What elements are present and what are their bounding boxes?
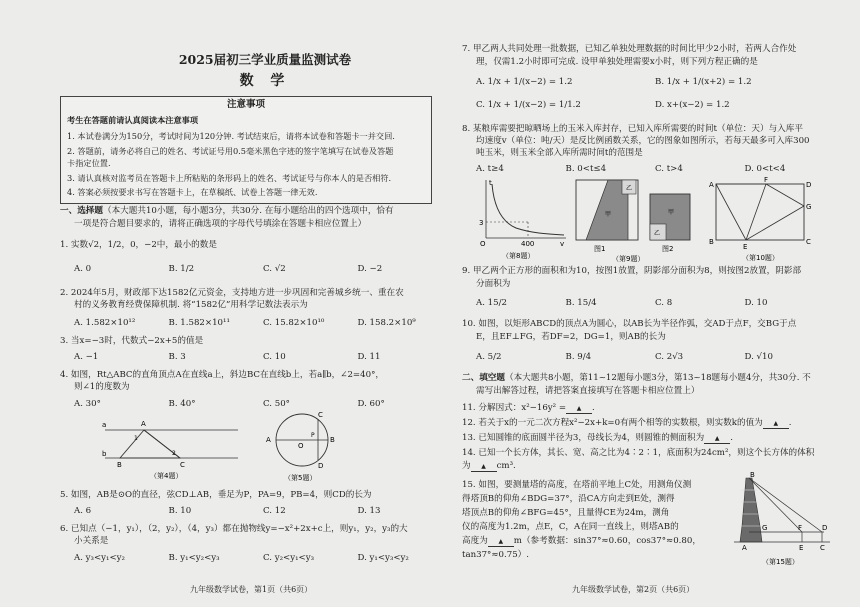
option: A. 6 (74, 506, 92, 516)
section2-line2: 需写出解答过程，请把答案直接填写在答题卡相应位置上） (476, 386, 700, 396)
svg-text:G: G (762, 524, 768, 532)
q13-end: . (730, 433, 733, 443)
question-6-cont: 小关系是 (74, 536, 109, 546)
q11-end: . (592, 403, 595, 413)
question-15-line: 仪的高度为1.2m，点E，C，A在同一直线上，则塔AB的 (462, 522, 679, 532)
option: A. 15/2 (476, 298, 507, 308)
svg-text:3: 3 (479, 219, 484, 227)
question-11 (462, 403, 834, 414)
option: A. 1/x + 1/(x−2) = 1.2 (476, 77, 573, 87)
figure-9b-caption: 图2 (662, 245, 674, 253)
question-15: 15. 如图，要测量塔的高度，在塔前平地上C处，用测角仪测 (462, 480, 692, 490)
option: C. 15.82×10¹⁰ (263, 318, 325, 328)
option: D. 60° (357, 399, 385, 409)
option: D. y₁<y₃<y₂ (357, 553, 409, 563)
figure-9 (572, 176, 700, 264)
question-4-cont: 则∠1的度数为 (74, 382, 130, 392)
option: B. 0<t≤4 (565, 164, 607, 174)
svg-text:A: A (141, 420, 146, 428)
question-15-line: tan37°≈0.75）. (462, 550, 530, 560)
option: C. 12 (263, 506, 286, 516)
option: D. −2 (357, 264, 383, 274)
question-3: 3. 当x=−3时，代数式−2x+5的值是 (60, 336, 204, 346)
svg-text:B: B (750, 471, 755, 479)
svg-text:乙: 乙 (654, 230, 661, 237)
question-9: 9. 甲乙两个正方形的面积和为10，按图1放置，阴影部分面积为8，则按图2放置，阴影部 (462, 266, 802, 276)
svg-text:F: F (764, 176, 769, 184)
option: D. x+(x−2) = 1.2 (655, 100, 730, 110)
notice-intro: 考生在答题前请认真阅读本注意事项 (67, 115, 199, 125)
question-7: 7. 甲乙两人共同处理一批数据，已知乙单独处理数据的时间比甲少2小时，若两人合作处 (462, 44, 797, 54)
figure-15-caption: （第15题） (762, 558, 799, 566)
question-9-cont: 分面积为 (476, 279, 511, 289)
figure-15 (732, 470, 832, 570)
exam-title: 2025届初三学业质量监测试卷 (178, 52, 352, 67)
svg-text:A: A (266, 436, 271, 444)
svg-text:E: E (743, 243, 748, 251)
figure-5 (260, 404, 340, 484)
option: D. √10 (744, 352, 773, 362)
option: B. 9/4 (565, 352, 592, 362)
q10-options (476, 352, 834, 363)
svg-text:甲: 甲 (605, 211, 612, 218)
option: B. 3 (168, 352, 186, 362)
figure-4 (100, 416, 240, 484)
q7-options-row2 (476, 100, 834, 111)
question-8: 8. 某粮库需要把晾晒场上的玉米入库封存，已知入库所需要的时间t（单位：天）与入库平 (462, 124, 803, 134)
option: C. y₂<y₁<y₃ (263, 553, 315, 563)
section1-text: （本大题共10小题，每小题3分，共30分. 在每小题给出的四个选项中，恰有 (102, 206, 394, 216)
question-2-cont: 村的义务教育经费保障机制. 将“1582亿”用科学记数法表示为 (74, 300, 308, 310)
option: C. 1/x + 1/(x−2) = 1/1.2 (476, 100, 581, 110)
question-12 (462, 418, 834, 429)
svg-text:C: C (318, 411, 323, 419)
option: A. 30° (74, 399, 101, 409)
question-4: 4. 如图，Rt△ABC的直角顶点A在直线a上，斜边BC在直线b上，若a∥b，∠2=40°， (60, 370, 384, 380)
notice-heading: 注意事项 (226, 99, 265, 110)
notice-box (60, 96, 432, 204)
option: B. 10 (168, 506, 192, 516)
svg-text:D: D (822, 524, 828, 532)
svg-text:C: C (180, 461, 185, 469)
q15-text: 高度为 (462, 536, 488, 546)
q13-text: 13. 已知圆锥的底面圆半径为3，母线长为4，则圆锥的侧面积为 (462, 433, 705, 443)
footer-left: 九年级数学试卷，第1页（共6页） (190, 585, 313, 594)
question-10: 10. 如图，以矩形ABCD的顶点A为圆心，以AB长为半径作弧，交AD于点F，交BG于点 (462, 319, 797, 329)
q8-options (476, 164, 834, 175)
option: C. t>4 (655, 164, 683, 174)
figure-10 (706, 176, 818, 264)
q12-text: 12. 若关于x的一元二次方程x²−2x+k=0有两个相等的实数根，则实数k的值为 (462, 418, 763, 428)
option: D. 11 (357, 352, 381, 362)
svg-text:P: P (311, 432, 315, 439)
figure-5-caption: （第5题） (284, 474, 317, 482)
svg-text:O: O (298, 442, 304, 450)
q9-options (476, 298, 834, 309)
option: C. 8 (655, 298, 673, 308)
question-15-line: 塔顶点B的仰角∠BFG=45°，且量得CE为24m，测角 (462, 508, 670, 518)
section2-text: （本大题共8小题，第11~12题每小题3分，第13~18题每小题4分，共30分. 不 (504, 373, 811, 383)
option: B. 40° (168, 399, 196, 409)
svg-text:a: a (102, 421, 107, 429)
option: A. t≥4 (476, 164, 504, 174)
right-page (462, 0, 834, 607)
answer-blank: ▲ (566, 405, 592, 414)
svg-text:2: 2 (172, 450, 176, 457)
svg-text:G: G (806, 203, 812, 211)
q15-ref: m（参考数据：sin37°≈0.60，cos37°≈0.80， (513, 536, 701, 546)
question-8-cont2: 吨玉米，则玉米全部入库所需时间t的范围是 (476, 148, 643, 158)
option: A. y₃<y₁<y₂ (74, 553, 125, 563)
section1-line2: 一项是符合题目要求的，请将正确选项的字母代号填涂在答题卡相应位置上） (74, 219, 367, 229)
option: D. 13 (357, 506, 381, 516)
option: D. 0<t<4 (744, 164, 786, 174)
figure-8-caption: （第8题） (502, 252, 535, 260)
question-15-line: 得塔顶B的仰角∠BDG=37°，沿CA方向走到E处，测得 (462, 494, 675, 504)
answer-blank: ▲ (488, 538, 514, 547)
figure-4-caption: （第4题） (150, 472, 183, 480)
section2-heading: 二、填空题 (462, 373, 505, 383)
svg-text:B: B (330, 436, 335, 444)
option: D. 158.2×10⁹ (357, 318, 416, 328)
option: A. 0 (74, 264, 92, 274)
q7-options-row1 (476, 77, 834, 88)
notice-item: 卡指定位置. (67, 158, 111, 168)
q6-options (74, 553, 452, 564)
option: A. 1.582×10¹² (74, 318, 136, 328)
answer-blank: ▲ (704, 435, 730, 444)
question-5: 5. 如图，AB是⊙O的直径，弦CD⊥AB，垂足为P，PA=9，PB=4，则CD的长为 (60, 490, 372, 500)
svg-text:B: B (117, 461, 122, 469)
option: A. −1 (74, 352, 99, 362)
option: B. 1.582×10¹¹ (168, 318, 230, 328)
svg-text:1: 1 (134, 435, 138, 442)
svg-text:甲: 甲 (668, 209, 675, 216)
option: B. 1/2 (168, 264, 195, 274)
svg-text:v: v (560, 240, 565, 248)
answer-blank: ▲ (471, 463, 497, 472)
question-8-cont: 均速度v（单位：吨/天）是反比例函数关系，它的图象如图所示，若每天最多可入库300 (476, 136, 810, 146)
question-14: 14. 已知一个长方体，其长、宽、高之比为4∶2∶1，底面积为24cm²，则这个长方体的体积 (462, 448, 815, 458)
figure-8 (476, 178, 568, 264)
section2-line1 (462, 373, 834, 384)
q3-options (74, 352, 452, 363)
svg-text:b: b (102, 450, 107, 458)
notice-item: 3. 请认真核对监考员在答题卡上所粘贴的条形码上的姓名、考试证号与你本人的是否相符. (67, 173, 392, 183)
question-2: 2. 2024年5月，财政部下达1582亿元资金，支持地方进一步巩固和完善城乡统一、重在农 (60, 288, 404, 298)
svg-text:E: E (799, 544, 804, 552)
section1-heading: 一、选择题 (60, 206, 103, 216)
q12-end: . (788, 418, 792, 428)
figure-9-caption: （第9题） (612, 255, 645, 263)
svg-text:A: A (709, 181, 714, 189)
option: C. 10 (263, 352, 286, 362)
svg-text:D: D (806, 181, 812, 189)
answer-blank: ▲ (763, 420, 789, 429)
option: B. 15/4 (565, 298, 597, 308)
svg-text:F: F (798, 524, 803, 532)
option: B. y₁<y₂<y₃ (168, 553, 220, 563)
notice-item: 1. 本试卷满分为150分，考试时间为120分钟. 考试结束后，请将本试卷和答题卡一并交回. (67, 131, 395, 141)
svg-text:乙: 乙 (626, 185, 633, 192)
option: C. 50° (263, 399, 290, 409)
q2-options (74, 318, 452, 329)
option: C. √2 (263, 264, 286, 274)
option: A. 5/2 (476, 352, 502, 362)
notice-item: 2. 答题前，请务必将自己的姓名、考试证号用0.5毫米黑色字迹的签字笔填写在试卷及答题 (67, 146, 394, 156)
q14-end: cm³. (496, 461, 516, 471)
svg-text:C: C (806, 238, 811, 246)
question-7-cont: 理，仅需1.2小时即可完成. 设甲单独处理需要x小时，则下列方程正确的是 (476, 57, 758, 67)
subject-title: 数 学 (239, 73, 291, 89)
svg-text:O: O (480, 240, 486, 248)
svg-text:C: C (820, 544, 825, 552)
notice-item: 4. 答案必须按要求书写在答题卡上，在草稿纸、试卷上答题一律无效. (67, 187, 318, 197)
option: C. 2√3 (655, 352, 684, 362)
q11-text: 11. 分解因式：x²−16y² = (462, 403, 567, 413)
svg-text:B: B (709, 238, 714, 246)
section1-line1 (60, 206, 452, 217)
q14-text: 为 (462, 461, 471, 471)
question-1: 1. 实数√2，1/2，0，−2中，最小的数是 (60, 240, 217, 250)
svg-text:A: A (742, 544, 747, 552)
question-10-cont: E，且EF⊥FG，若DF=2，DG=1，则AB的长为 (476, 332, 666, 342)
svg-text:400: 400 (521, 240, 535, 248)
figure-10-caption: （第10题） (742, 254, 779, 262)
question-13 (462, 433, 834, 444)
left-page (60, 0, 452, 607)
q5-options (74, 506, 452, 517)
option: D. 10 (744, 298, 768, 308)
footer-right: 九年级数学试卷，第2页（共6页） (572, 585, 695, 594)
svg-text:D: D (318, 462, 324, 470)
question-6: 6. 已知点（−1，y₁），（2，y₂），（4，y₃）都在抛物线y=−x²+2x+c上，则y₁，y₂，y₃的大 (60, 524, 408, 534)
svg-text:t: t (489, 179, 492, 187)
figure-9a-caption: 图1 (594, 245, 606, 253)
option: B. 1/x + 1/(x+2) = 1.2 (655, 77, 752, 87)
q1-options (74, 264, 452, 275)
